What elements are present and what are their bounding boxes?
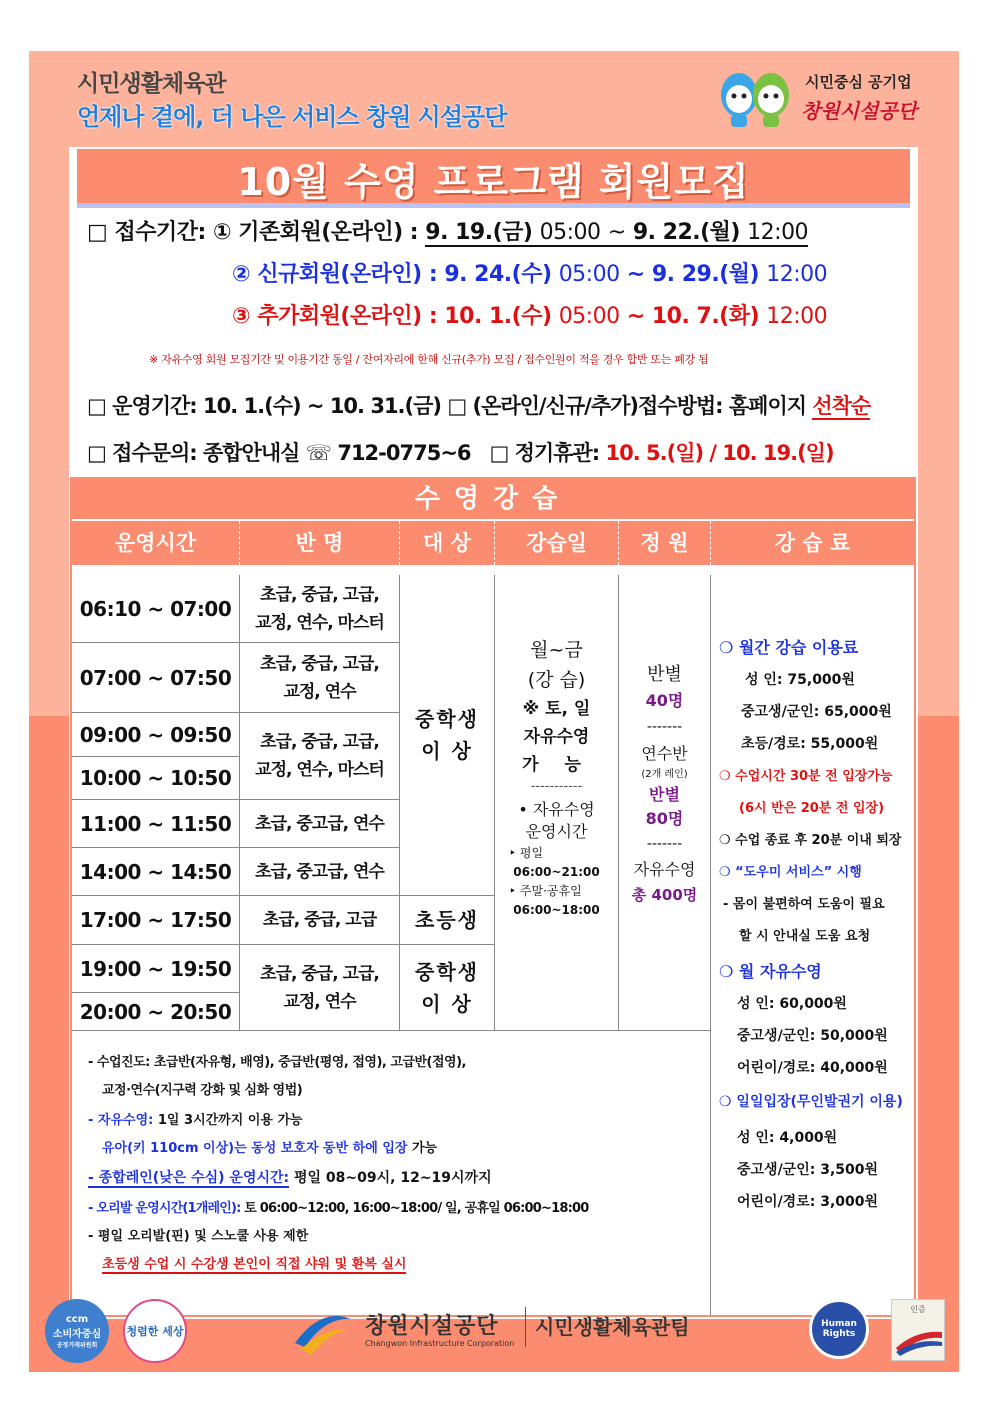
- award-text: 인증: [910, 1305, 926, 1314]
- poster-background: [29, 51, 959, 1372]
- registration-num-3: ③: [232, 304, 251, 329]
- note-restriction: - 평일 오리발(핀) 및 스노쿨 사용 제한: [88, 1229, 309, 1244]
- time-row: 14:00 ~ 14:50: [72, 848, 240, 896]
- fee-free-child: 어린이/경로: 40,000원: [737, 1060, 888, 1076]
- registration-sep-3: :: [428, 304, 438, 329]
- target-cell-2: 초등생: [400, 896, 495, 945]
- note-lane-label: - 종합레인(낮은 수심) 운영시간:: [88, 1170, 290, 1186]
- target-cell-1: [400, 575, 495, 896]
- col-head-fee: 강 습 료: [711, 521, 914, 565]
- inquiry-value: 종합안내실 ☏ 712-0775~6: [203, 441, 471, 465]
- time-row: 06:10 ~ 07:00: [72, 575, 240, 643]
- lesson-heading: 수영강습: [72, 479, 914, 519]
- registration-type-3: 추가회원(온라인): [257, 304, 422, 329]
- human-rights-logo: Human Rights: [809, 1299, 869, 1359]
- day-free-swim: 자유수영: [523, 727, 590, 747]
- col-head-target: 대 상: [400, 521, 495, 565]
- registration-line-1: [87, 215, 808, 246]
- fee-free-title: ❍ 월 자유수영: [719, 962, 822, 981]
- footer: [29, 1289, 959, 1372]
- fee-daily-title: ❍ 일일입장(무인발권기 이용): [719, 1094, 903, 1110]
- team-name: 시민생활체육관팀: [535, 1315, 690, 1339]
- capacity-free-swim: 자유수영: [633, 860, 696, 879]
- helper-service-title: ❍ “도우미 서비스” 시행: [719, 865, 862, 880]
- note-fins: [88, 1197, 589, 1216]
- time-row: 17:00 ~ 17:50: [72, 896, 240, 945]
- method-order: 선착순: [812, 394, 871, 418]
- free-swim-title: • 자유수영: [518, 800, 595, 819]
- reg1-tilde: ~: [607, 220, 626, 245]
- time-row: 20:00 ~ 20:50: [72, 993, 240, 1030]
- reg1-end-time: 12:00: [747, 220, 809, 245]
- day-column: [495, 575, 619, 1030]
- capacity-400: 총 400명: [631, 886, 698, 904]
- fee-monthly-child: 초등/경로: 55,000원: [741, 736, 879, 752]
- reg3-start-time: 05:00: [558, 304, 620, 329]
- class-line: 초급, 중급, 고급,: [260, 584, 379, 605]
- period-label: □ 운영기간:: [87, 394, 197, 418]
- capacity-training: 연수반: [641, 744, 688, 763]
- class-line: 교정, 연수: [283, 681, 356, 702]
- note-free-swim-label: - 자유수영:: [88, 1113, 154, 1128]
- helper-service-1: - 몸이 불편하여 도움이 필요: [723, 897, 885, 912]
- weekday-label: ‣ 평일: [509, 846, 544, 860]
- registration-sep-1: :: [409, 220, 419, 245]
- fee-monthly-title: ❍ 월간 강습 이용료: [719, 638, 859, 657]
- class-row: 초급, 중고급, 연수: [240, 848, 400, 896]
- class-row: [240, 575, 400, 643]
- helper-service-2: 할 시 안내실 도움 요청: [739, 929, 871, 944]
- note-fins-label: - 오리발 운영시간(1개레인):: [88, 1201, 241, 1216]
- reg1-start-time: 05:00: [539, 220, 601, 245]
- target-line: 중학생: [415, 707, 479, 731]
- fee-daily-adult: 성 인: 4,000원: [737, 1130, 838, 1146]
- capacity-lanes: (2개 레인): [641, 769, 688, 780]
- day-possible: 가 능: [522, 755, 591, 775]
- inquiry-label: □ 접수문의:: [87, 441, 197, 465]
- notes-area: [72, 1030, 711, 1315]
- class-line: 교정, 연수: [283, 991, 356, 1012]
- award-certificate-logo: [891, 1299, 945, 1361]
- corp-swoosh-icon: [291, 1303, 355, 1359]
- reg3-start-date: 10. 1.(수): [444, 304, 552, 329]
- weekend-label: ‣ 주말·공휴일: [509, 884, 582, 898]
- note-toddler-rule: 유아(키 110cm 이상)는 동성 보호자 동반 하에 입장: [102, 1141, 408, 1156]
- reg3-end-date: 10. 7.(화): [651, 304, 760, 329]
- capacity-per-class: 반별: [647, 664, 682, 685]
- col-head-capacity: 정 원: [619, 521, 711, 565]
- col-head-time: 운영시간: [72, 521, 240, 565]
- time-row: 11:00 ~ 11:50: [72, 800, 240, 848]
- registration-num-2: ②: [232, 262, 251, 287]
- registration-num-1: ①: [212, 220, 232, 245]
- registration-type-2: 신규회원(온라인): [257, 262, 422, 287]
- class-line: 초급, 중급, 고급,: [260, 963, 379, 984]
- registration-line-2: [232, 257, 827, 288]
- content-panel: [69, 147, 918, 1319]
- class-row: [240, 713, 400, 800]
- exit-rule: ❍ 수업 종료 후 20분 이내 퇴장: [719, 833, 902, 848]
- ccm-main-text: 소비자중심: [52, 1328, 102, 1340]
- fee-daily-child: 어린이/경로: 3,000원: [737, 1194, 879, 1210]
- capacity-80: 80명: [645, 809, 684, 828]
- registration-note: ※ 자유수영 회원 모집기간 및 이용기간 동일 / 잔여자리에 한해 신규(추가) 모집 / 접수인원이 적을 경우 합반 또는 폐강 됨: [149, 353, 709, 366]
- fee-monthly-adult: 성 인: 75,000원: [745, 672, 855, 688]
- method-label: □ (온라인/신규/추가)접수방법:: [447, 394, 723, 418]
- capacity-divider-2: -------: [646, 836, 683, 852]
- closed-value: 10. 5.(일) / 10. 19.(일): [605, 441, 834, 465]
- day-divider: -----------: [530, 779, 583, 794]
- reg3-end-time: 12:00: [766, 304, 828, 329]
- reg2-end-date: 9. 29.(월): [651, 262, 760, 287]
- registration-dates-1: [425, 220, 808, 247]
- entry-rule: ❍ 수업시간 30분 전 입장가능: [719, 769, 893, 784]
- note-free-swim: [88, 1109, 303, 1128]
- free-swim-title-2: 운영시간: [525, 822, 588, 841]
- target-line: 중학생: [415, 959, 479, 984]
- class-line: 초급, 중급, 고급,: [260, 653, 379, 674]
- capacity-column: [619, 575, 711, 1030]
- note-free-swim-value: 1일 3시간까지 이용 가능: [157, 1113, 303, 1128]
- lesson-table: [70, 477, 916, 1317]
- award-ribbon-icon: [896, 1326, 942, 1356]
- class-row: 초급, 중급, 고급: [240, 896, 400, 945]
- registration-line-3: [232, 299, 827, 330]
- time-row: 19:00 ~ 19:50: [72, 945, 240, 993]
- class-row: 초급, 중고급, 연수: [240, 800, 400, 848]
- note-progress-2: 교정·연수(지구력 강화 및 심화 영법): [102, 1083, 303, 1098]
- brand-text-bottom: 창원시설공단: [801, 99, 917, 123]
- reg2-tilde: ~: [626, 262, 645, 287]
- class-line: 초급, 중급, 고급,: [260, 732, 379, 752]
- capacity-40: 40명: [645, 691, 684, 710]
- col-head-class: 반 명: [240, 521, 400, 565]
- col-head-day: 강습일: [495, 521, 619, 565]
- registration-sep-2: :: [428, 262, 438, 287]
- ccm-logo: [45, 1299, 109, 1363]
- time-row: 07:00 ~ 07:50: [72, 643, 240, 713]
- corp-english-name: Changwon Infrastructure Corporation: [365, 1339, 515, 1348]
- note-shower: 초등생 수업 시 수강생 본인이 직접 샤워 및 환복 실시: [102, 1253, 406, 1274]
- time-row: 10:00 ~ 10:50: [72, 757, 240, 800]
- class-line: 교정, 연수, 마스터: [255, 612, 384, 633]
- closed-label: □ 정기휴관:: [489, 441, 600, 465]
- brand-logo: [711, 65, 921, 133]
- fee-free-adult: 성 인: 60,000원: [737, 996, 847, 1012]
- note-fins-value: 토 06:00~12:00, 16:00~18:00/ 일, 공휴일 06:00~18:00: [244, 1201, 589, 1216]
- period-line: [87, 390, 870, 420]
- day-weekend-note: ※ 토, 일: [522, 699, 591, 719]
- clean-world-logo: 청렴한 세상: [123, 1299, 187, 1363]
- note-lane-value: 평일 08~09시, 12~19시까지: [294, 1170, 492, 1186]
- mascot-icon: [711, 65, 801, 131]
- page-title: 10월 수영 프로그램 회원모집: [237, 160, 750, 204]
- fee-daily-youth: 중고생/군인: 3,500원: [737, 1162, 879, 1178]
- registration-label: □ 접수기간:: [87, 220, 206, 245]
- class-row: [240, 945, 400, 1030]
- footer-divider: [525, 1307, 526, 1347]
- slogan: 언제나 곁에, 더 나은 서비스 창원 시설공단: [77, 103, 507, 131]
- day-main: 월~금: [530, 639, 583, 661]
- ccm-top-text: ccm: [65, 1313, 89, 1325]
- reg2-start-time: 05:00: [558, 262, 620, 287]
- reg2-start-date: 9. 24.(수): [444, 262, 552, 287]
- note-progress: - 수업진도: 초급반(자유형, 배영), 중급반(평영, 접영), 고급반(접영),: [88, 1055, 466, 1070]
- day-lesson: (강 습): [527, 669, 586, 691]
- class-line: 교정, 연수, 마스터: [255, 760, 384, 780]
- capacity-per-class-2: 반별: [649, 785, 680, 804]
- fee-free-youth: 중고생/군인: 50,000원: [737, 1028, 888, 1044]
- title-bar: [77, 149, 910, 208]
- target-line: 이 상: [421, 991, 473, 1016]
- class-row: [240, 643, 400, 713]
- ccm-sub-text: 공정거래위원회: [56, 1341, 98, 1349]
- org-name: 시민생활체육관: [77, 71, 226, 97]
- note-toddler: [102, 1137, 437, 1156]
- brand-text-top: 시민중심 공기업: [805, 73, 912, 91]
- time-row: 09:00 ~ 09:50: [72, 713, 240, 757]
- note-lane: [88, 1167, 492, 1187]
- method-value: 홈페이지: [728, 394, 807, 418]
- reg1-start-date: 9. 19.(금): [425, 220, 533, 245]
- weekday-time: 06:00~21:00: [513, 865, 600, 879]
- weekend-time: 06:00~18:00: [513, 903, 600, 917]
- target-cell-3: [400, 945, 495, 1030]
- reg1-end-date: 9. 22.(월): [632, 220, 740, 245]
- inquiry-line: [87, 437, 834, 467]
- fee-monthly-youth: 중고생/군인: 65,000원: [741, 704, 892, 720]
- reg2-end-time: 12:00: [766, 262, 828, 287]
- corp-name: 창원시설공단: [365, 1314, 499, 1339]
- entry-rule-sub: (6시 반은 20분 전 입장): [739, 801, 885, 816]
- fee-column: [711, 575, 914, 1315]
- period-value: 10. 1.(수) ~ 10. 31.(금): [203, 394, 442, 418]
- note-toddler-tail: 가능: [411, 1141, 438, 1156]
- target-line: 이 상: [421, 739, 473, 763]
- reg3-tilde: ~: [626, 304, 645, 329]
- capacity-divider-1: -------: [646, 719, 683, 735]
- registration-type-1: 기존회원(온라인): [238, 220, 403, 245]
